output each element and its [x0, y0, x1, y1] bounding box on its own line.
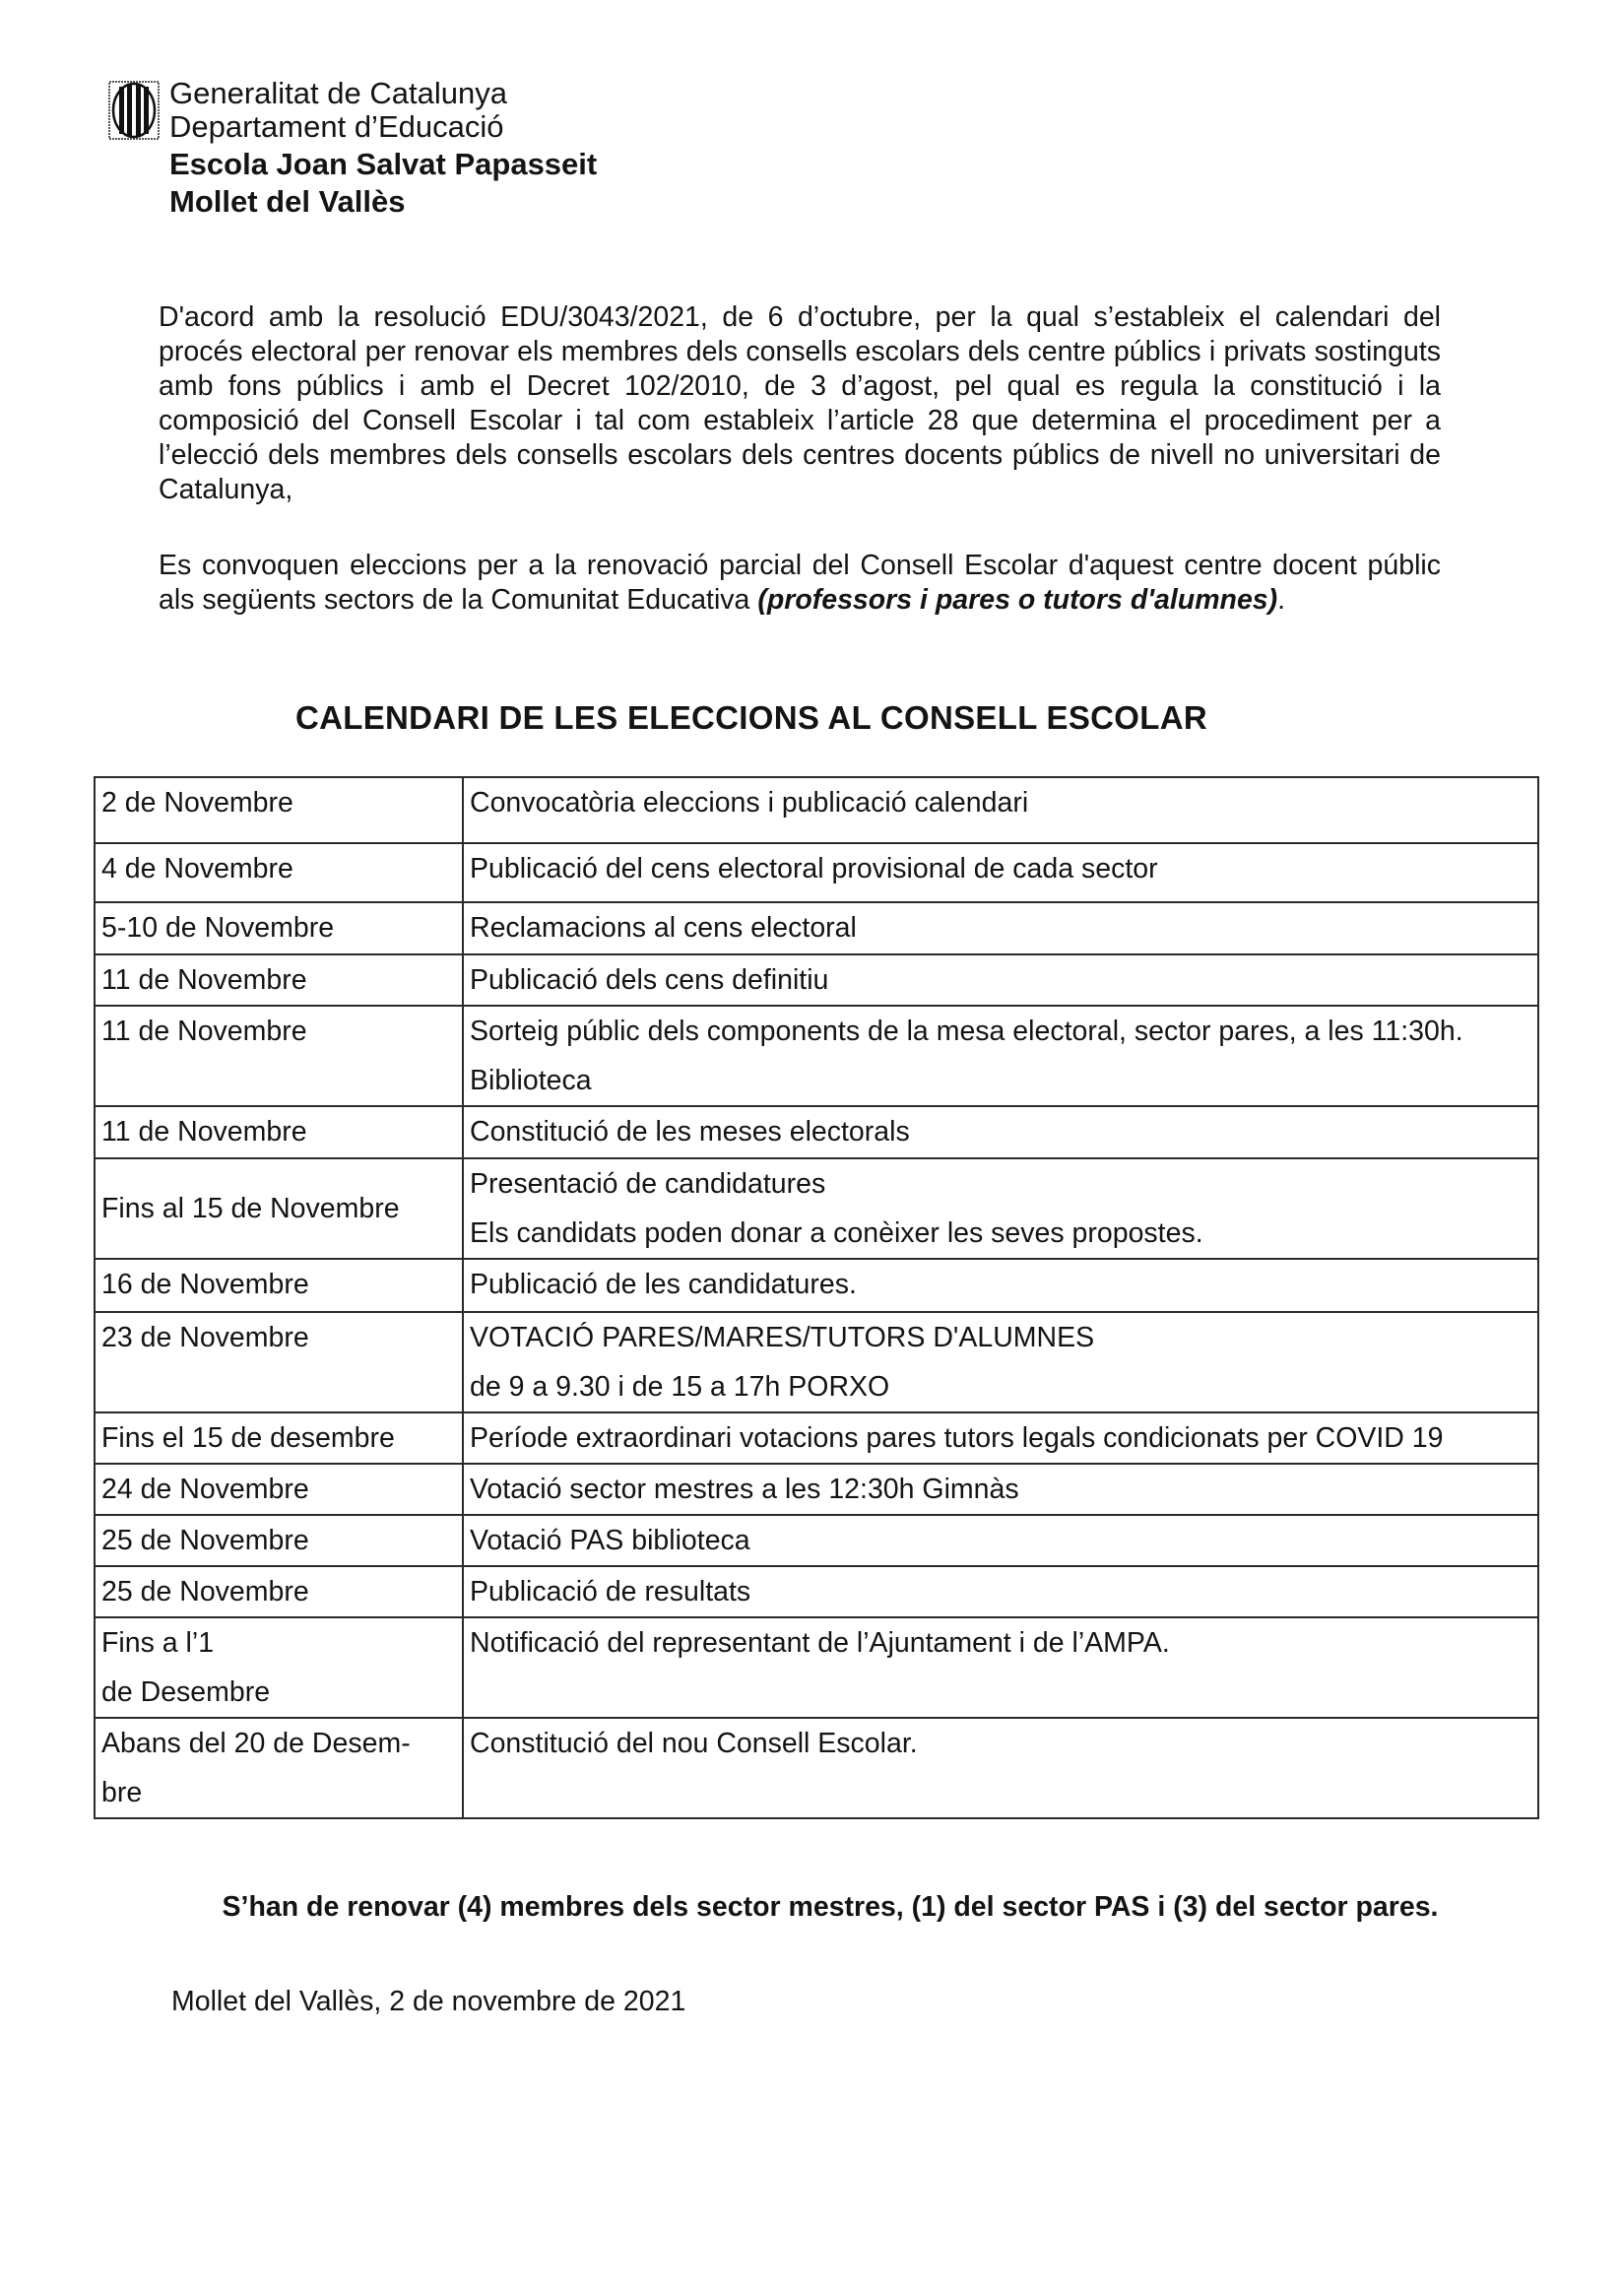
date-text: 11 de Novembre — [101, 1116, 307, 1148]
date-cell — [95, 1158, 463, 1259]
event-cell — [463, 1312, 1538, 1412]
event-text: Els candidats poden donar a conèixer les seves propostes. — [470, 1217, 1203, 1249]
event-cell — [463, 1515, 1538, 1566]
date-text: 25 de Novembre — [101, 1576, 309, 1607]
table-row — [95, 1412, 1538, 1464]
table-row — [95, 1006, 1538, 1106]
date-cell — [95, 1412, 463, 1464]
date-text: Abans del 20 de Desem- — [101, 1728, 411, 1759]
date-text: 23 de Novembre — [101, 1322, 309, 1353]
event-cell — [463, 1006, 1538, 1106]
date-text: Fins al 15 de Novembre — [101, 1193, 400, 1224]
date-text: 4 de Novembre — [101, 853, 293, 885]
event-text: Reclamacions al cens electoral — [470, 912, 857, 944]
date-text: bre — [101, 1777, 143, 1808]
calendar-title — [0, 699, 1621, 737]
institution-name: Generalitat de Catalunya — [169, 76, 507, 110]
event-cell — [463, 1718, 1538, 1818]
date-cell — [95, 1617, 463, 1718]
table-row — [95, 1259, 1538, 1312]
event-text: Publicació dels cens definitiu — [470, 964, 829, 996]
place-and-date: Mollet del Vallès, 2 de novembre de 2021 — [171, 1986, 686, 2017]
date-cell — [95, 1312, 463, 1412]
school-name: Escola Joan Salvat Papasseit — [169, 147, 598, 181]
date-text: Fins el 15 de desembre — [101, 1422, 395, 1454]
event-text: Període extraordinari votacions pares tutors legals condicionats per COVID 19 — [470, 1422, 1444, 1454]
date-cell — [95, 902, 463, 954]
renewal-summary — [0, 1891, 1621, 1924]
date-cell — [95, 1106, 463, 1158]
date-cell — [95, 777, 463, 843]
table-row — [95, 954, 1538, 1006]
event-cell — [463, 1106, 1538, 1158]
event-cell — [463, 1412, 1538, 1464]
calendar-title-text: CALENDARI DE LES ELECCIONS AL CONSELL ESCOLAR — [295, 699, 1207, 736]
event-text: de 9 a 9.30 i de 15 a 17h PORXO — [470, 1371, 890, 1403]
event-text: Notificació del representant de l’Ajuntament i de l’AMPA. — [470, 1627, 1170, 1659]
table-row — [95, 1718, 1538, 1818]
date-cell — [95, 843, 463, 902]
table-row — [95, 1515, 1538, 1566]
generalitat-coat-of-arms-icon — [108, 81, 160, 140]
date-text: 11 de Novembre — [101, 1016, 307, 1047]
event-cell — [463, 843, 1538, 902]
event-text: VOTACIÓ PARES/MARES/TUTORS D'ALUMNES — [470, 1322, 1095, 1353]
table-row — [95, 1566, 1538, 1617]
sectors-emphasis: (professors i pares o tutors d'alumnes) — [757, 584, 1278, 616]
event-cell — [463, 1617, 1538, 1718]
date-text: 11 de Novembre — [101, 964, 307, 996]
event-text: Publicació de resultats — [470, 1576, 751, 1607]
event-text: Convocatòria eleccions i publicació calendari — [470, 787, 1029, 819]
department-name: Departament d’Educació — [169, 109, 504, 144]
date-cell — [95, 1515, 463, 1566]
event-cell — [463, 1259, 1538, 1312]
date-text: 2 de Novembre — [101, 787, 293, 819]
convocation-period: . — [1277, 584, 1286, 616]
table-row — [95, 1106, 1538, 1158]
date-cell — [95, 954, 463, 1006]
event-text: Presentació de candidatures — [470, 1168, 826, 1200]
date-text: 16 de Novembre — [101, 1269, 309, 1300]
event-cell — [463, 902, 1538, 954]
event-text: Publicació del cens electoral provisional de cada sector — [470, 853, 1158, 885]
event-cell — [463, 1158, 1538, 1259]
event-cell — [463, 954, 1538, 1006]
event-cell — [463, 1464, 1538, 1515]
table-row — [95, 777, 1538, 843]
event-text: Votació PAS biblioteca — [470, 1525, 750, 1556]
date-text: Fins a l’1 — [101, 1627, 215, 1659]
table-row — [95, 1312, 1538, 1412]
event-cell — [463, 777, 1538, 843]
date-text: 25 de Novembre — [101, 1525, 309, 1556]
date-cell — [95, 1006, 463, 1106]
event-text: Constitució del nou Consell Escolar. — [470, 1728, 918, 1759]
table-row — [95, 1464, 1538, 1515]
event-text: Biblioteca — [470, 1065, 592, 1096]
event-text: Votació sector mestres a les 12:30h Gimnàs — [470, 1474, 1019, 1505]
date-text: de Desembre — [101, 1676, 271, 1708]
table-row — [95, 902, 1538, 954]
event-text: Constitució de les meses electorals — [470, 1116, 910, 1148]
date-text: 24 de Novembre — [101, 1474, 309, 1505]
table-row — [95, 1617, 1538, 1718]
renewal-summary-text: S’han de renovar (4) membres dels sector mestres, (1) del sector PAS i (3) del sector pares. — [222, 1891, 1439, 1923]
event-text: Publicació de les candidatures. — [470, 1269, 857, 1300]
table-row — [95, 1158, 1538, 1259]
table-row — [95, 843, 1538, 902]
date-text: 5-10 de Novembre — [101, 912, 335, 944]
date-cell — [95, 1259, 463, 1312]
date-cell — [95, 1464, 463, 1515]
event-cell — [463, 1566, 1538, 1617]
date-cell — [95, 1566, 463, 1617]
legal-basis-paragraph: D'acord amb la resolució EDU/3043/2021, de 6 d’octubre, per la qual s’estableix el calendari del procés electoral per renovar els membres dels consells escolars dels centre públics i privats sostinguts amb fons públics i amb el Decret 102/2010, de 3 d’agost, pel qual es regula la constitució i la composició del Consell Escolar i tal com estableix l’article 28 que determina el procediment per a l’elecció dels membres dels consells escolars dels centres docents públics de nivell no universitari de Catalunya, — [159, 301, 1441, 505]
calendar-table — [94, 776, 1539, 1819]
date-cell — [95, 1718, 463, 1818]
convocation-text: Es convoquen eleccions per a la renovació parcial del Consell Escolar d'aquest centre docent públic als següents sectors de la Comunitat Educativa — [159, 550, 1441, 616]
event-text: Sorteig públic dels components de la mesa electoral, sector pares, a les 11:30h. — [470, 1016, 1463, 1047]
convocation-paragraph — [159, 549, 1441, 618]
school-town: Mollet del Vallès — [169, 184, 406, 219]
